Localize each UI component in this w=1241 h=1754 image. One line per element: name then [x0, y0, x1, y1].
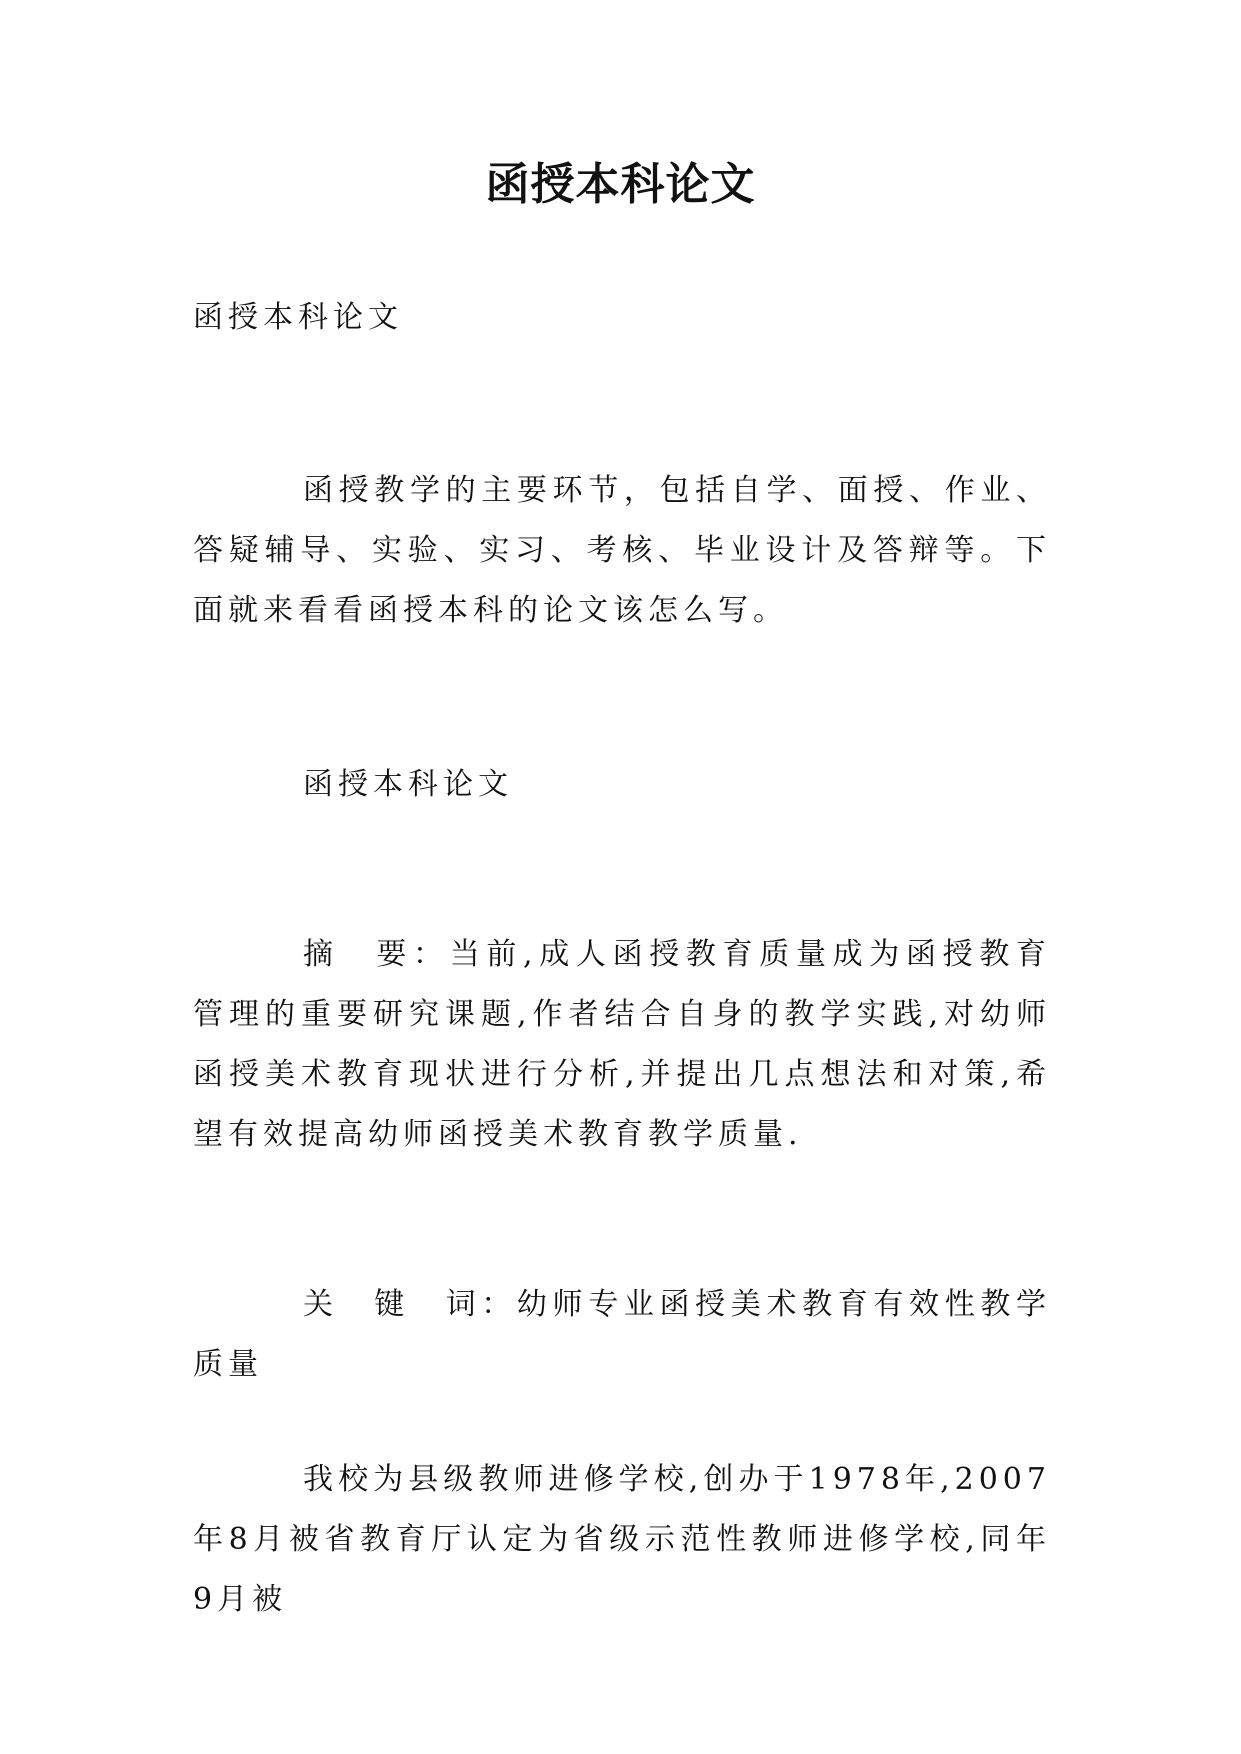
keywords-paragraph: 关 键 词：幼师专业函授美术教育有效性教学质量 [193, 1287, 1051, 1382]
sub-heading: 函授本科论文 [303, 767, 513, 802]
abstract-paragraph: 摘 要：当前,成人函授教育质量成为函授教育管理的重要研究课题,作者结合自身的教学实践,对幼师函授美术教育现状进行分析,并提出几点想法和对策,希望有效提高幼师函授美术教育教学质量. [193, 937, 1051, 1152]
intro-paragraph: 函授教学的主要环节，包括自学、面授、作业、答疑辅导、实验、实习、考核、毕业设计及答辩等。下面就来看看函授本科的论文该怎么写。 [193, 473, 1051, 628]
body-paragraph: 我校为县级教师进修学校,创办于1978年,2007年8月被省教育厅认定为省级示范性教师进修学校,同年9月被 [193, 1462, 1051, 1617]
heading-line: 函授本科论文 [193, 300, 403, 335]
document-title: 函授本科论文 [485, 159, 756, 210]
